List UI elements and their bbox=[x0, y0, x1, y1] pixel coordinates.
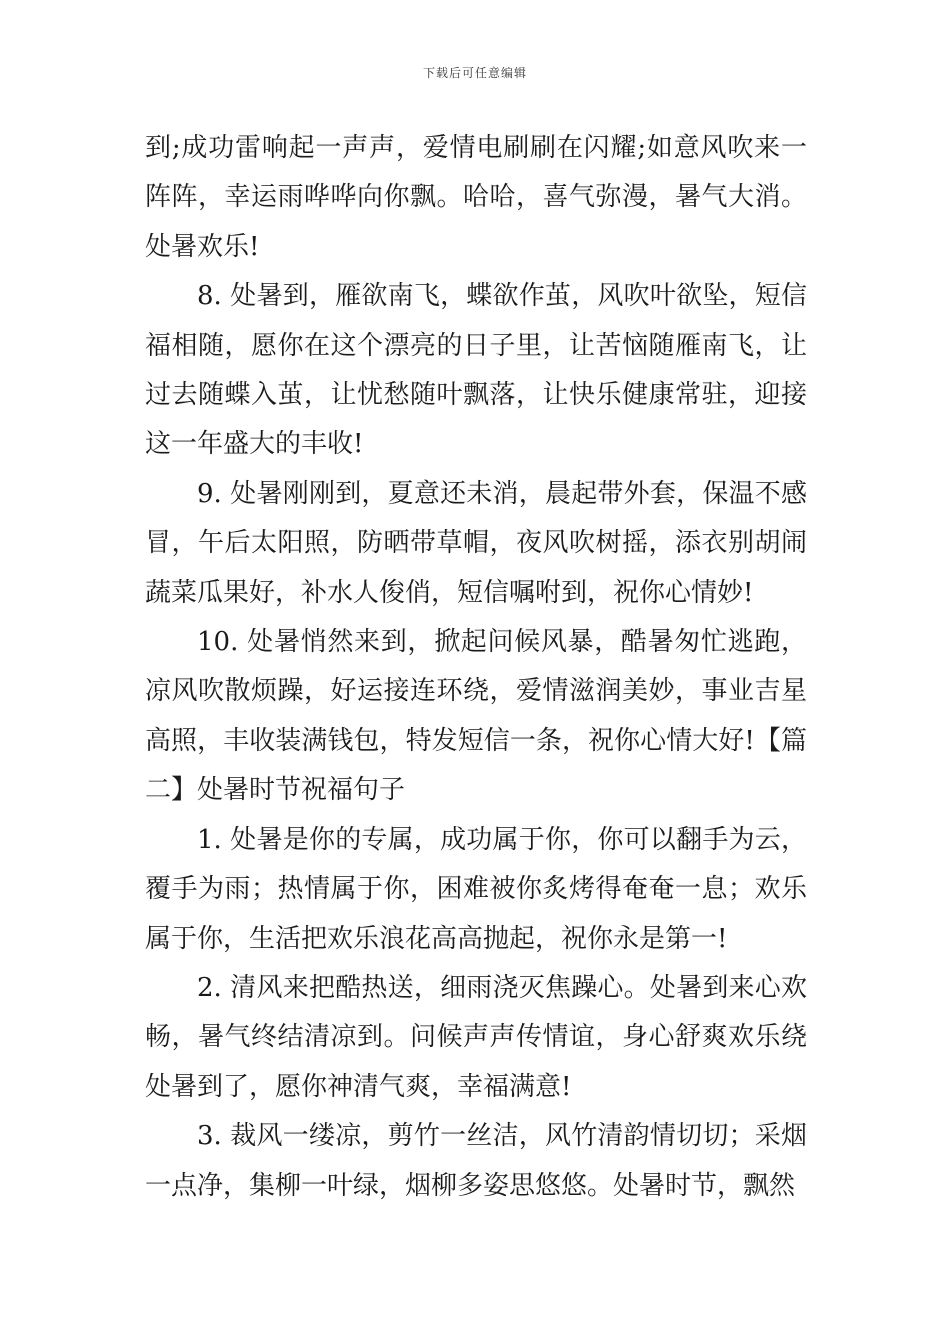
page-header: 下载后可任意编辑 bbox=[422, 66, 527, 80]
paragraph-item-10: 10. 处暑悄然来到，掀起问候风暴，酷暑匆忙逃跑，凉风吹散烦躁，好运接连环绕，爱情滋润美妙，事业吉星高照，丰收装满钱包，特发短信一条，祝你心情大好!【篇二】处暑时节祝福句子 bbox=[145, 627, 807, 806]
paragraph-continuation: 到;成功雷响起一声声，爱情电刷刷在闪耀;如意风吹来一阵阵，幸运雨哗哗向你飘。哈哈，喜气弥漫，暑气大消。处暑欢乐! bbox=[145, 133, 807, 262]
document-body bbox=[145, 124, 807, 1211]
paragraph-item-9: 9. 处暑刚刚到，夏意还未消，晨起带外套，保温不感冒，午后太阳照，防晒带草帽，夜风吹树摇，添衣别胡闹蔬菜瓜果好，补水人俊俏，短信嘱咐到，祝你心情妙! bbox=[145, 478, 807, 608]
paragraph-item-1: 1. 处暑是你的专属，成功属于你，你可以翻手为云，覆手为雨；热情属于你，困难被你炙烤得奄奄一息；欢乐属于你，生活把欢乐浪花高高抛起，祝你永是第一! bbox=[145, 824, 807, 954]
paragraph-item-3: 3. 裁风一缕凉，剪竹一丝洁，风竹清韵情切切；采烟一点净，集柳一叶绿，烟柳多姿思悠悠。处暑时节，飘然 bbox=[145, 1121, 807, 1201]
paragraph-item-2: 2. 清风来把酷热送，细雨浇灭焦躁心。处暑到来心欢畅，暑气终结清凉到。问候声声传情谊，身心舒爽欢乐绕处暑到了，愿你神清气爽，幸福满意! bbox=[145, 972, 807, 1102]
paragraph-item-8: 8. 处暑到，雁欲南飞，蝶欲作茧，风吹叶欲坠，短信福相随，愿你在这个漂亮的日子里，让苦恼随雁南飞，让过去随蝶入茧，让忧愁随叶飘落，让快乐健康常驻，迎接这一年盛大的丰收! bbox=[145, 281, 807, 460]
